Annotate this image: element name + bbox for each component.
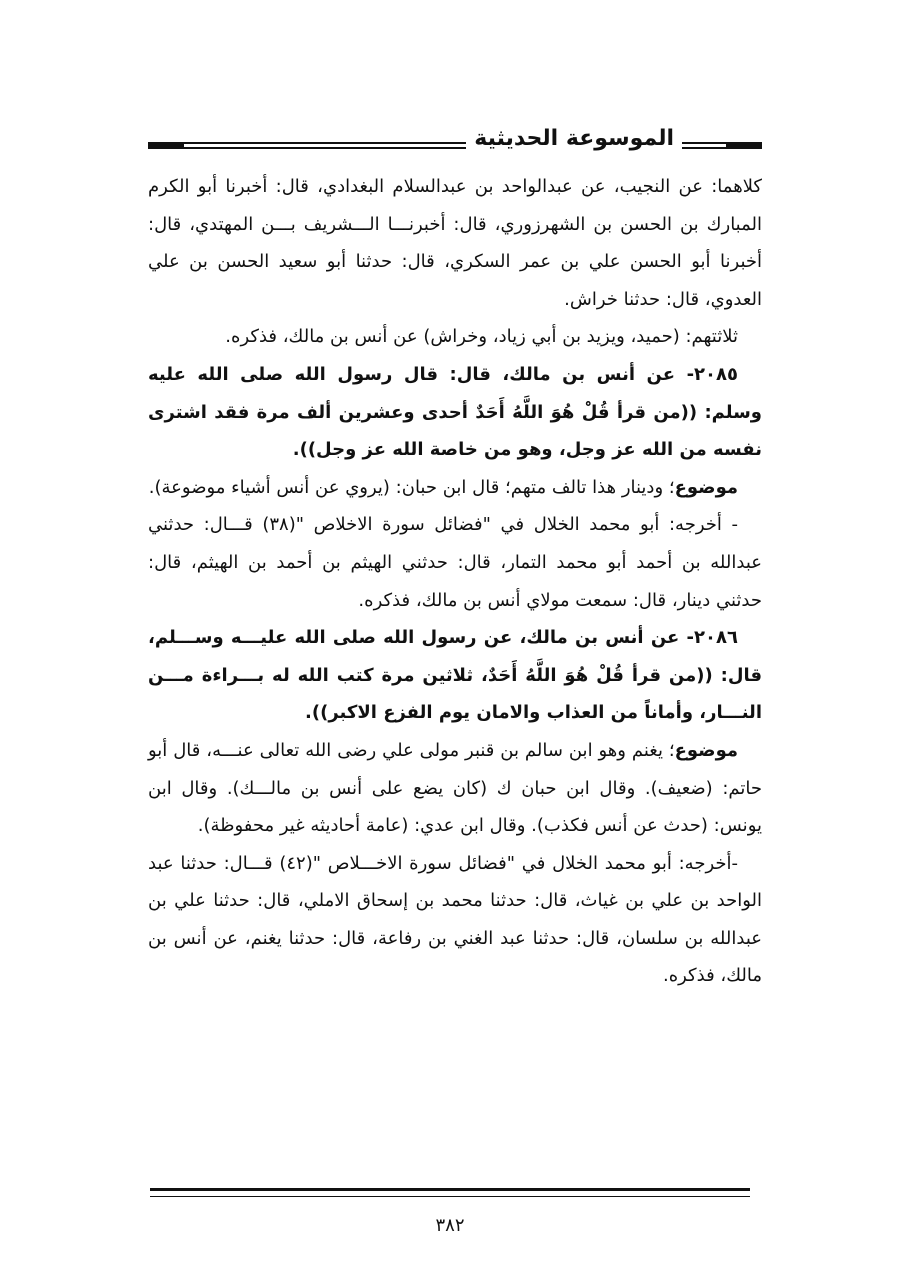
text-segment: كلاهما: عن النجيب، عن عبدالواحد بن عبدالسلام البغدادي، قال: أخبرنا أبو الكرم المبارك بن الحسن بن الشهرزوري، قال: أخبرنـــا الـــشريف بـــن المهتدي، قال: أخبرنا أبو الحسن علي بن عمر السكري، قال: حدثنا أبو سعيد الحسن بن علي العدوي، قال: حدثنا خراش.	[148, 176, 762, 310]
text-paragraph	[148, 506, 762, 619]
bold-text-segment: ٢٠٨٦- عن أنس بن مالك، عن رسول الله صلى الله عليـــه وســـلم، قال: ((من قرأ قُلْ هُوَ اللَّهُ أَحَدٌ، ثلاثين مرة كتب الله له بـــراءة مـــن النـــار، وأماناً من العذاب والامان يوم الفزع الاكبر)).	[148, 627, 762, 724]
header-title: الموسوعة الحديثية	[466, 122, 682, 156]
header-rule-cap-right	[726, 142, 762, 149]
page-footer-rule	[150, 1188, 750, 1208]
footer-rule-top	[150, 1188, 750, 1191]
header-rule-cap-left	[148, 142, 184, 149]
text-segment: - أخرجه: أبو محمد الخلال في "فضائل سورة الاخلاص "(٣٨) قـــال: حدثني عبدالله بن أحمد أبو محمد التمار، قال: حدثني الهيثم بن أحمد بن الهيثم، قال: حدثني دينار، قال: سمعت مولاي أنس بن مالك، فذكره.	[148, 514, 762, 611]
bold-text-segment: ٢٠٨٥- عن أنس بن مالك، قال: قال رسول الله صلى الله عليه وسلم: ((من قرأ قُلْ هُوَ اللَّهُ أَحَدٌ أحدى وعشرين ألف مرة فقد اشترى نفسه من الله عز وجل، وهو من خاصة الله عز وجل)).	[148, 363, 762, 461]
main-text	[148, 168, 762, 995]
text-segment: -أخرجه: أبو محمد الخلال في "فضائل سورة الاخـــلاص "(٤٢) قـــال: حدثنا عبد الواحد بن علي بن غياث، قال: حدثنا محمد بن إسحاق الاملي، قال: حدثنا علي بن عبدالله بن سلسان، قال: حدثنا عبد الغني بن رفاعة، قال: حدثنا يغنم، عن أنس بن مالك، فذكره.	[148, 852, 762, 987]
bold-text-segment: موضوع	[674, 476, 738, 498]
footer-rule-bottom	[150, 1196, 750, 1197]
text-paragraph	[148, 619, 762, 732]
text-paragraph	[148, 356, 762, 469]
text-paragraph	[148, 318, 762, 356]
text-segment: ؛ ودينار هذا تالف متهم؛ قال ابن حبان: (يروي عن أنس أشياء موضوعة).	[148, 476, 675, 498]
text-segment: ثلاثتهم: (حميد، ويزيد بن أبي زياد، وخراش) عن أنس بن مالك، فذكره.	[225, 326, 738, 348]
page-header	[148, 122, 762, 156]
text-paragraph	[148, 732, 762, 845]
bold-text-segment: موضوع	[674, 739, 738, 761]
text-paragraph	[148, 469, 762, 507]
text-paragraph	[148, 845, 762, 995]
text-segment: ؛ يغنم وهو ابن سالم بن قنبر مولى علي رضى الله تعالى عنـــه، قال أبو حاتم: (ضعيف). وقال ابن حبان ك (كان يضع على أنس بن مالـــك). وقال ابن يونس: (حدث عن أنس فكذب). وقال ابن عدي: (عامة أحاديثه غير محفوظة).	[148, 739, 762, 837]
text-paragraph	[148, 168, 762, 318]
page-number: ٣٨٢	[435, 1215, 465, 1236]
